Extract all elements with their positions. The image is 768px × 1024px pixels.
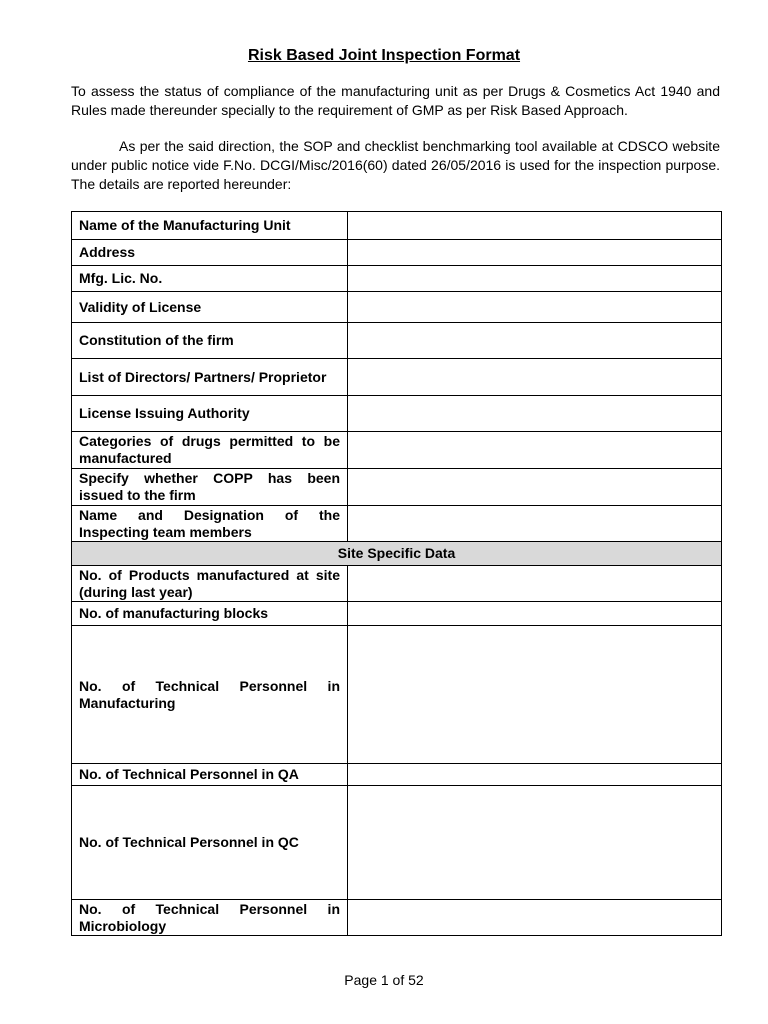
row-label: Mfg. Lic. No. [72, 266, 348, 292]
table-row [72, 432, 722, 469]
page-number: Page 1 of 52 [344, 972, 424, 988]
table-row [72, 786, 722, 900]
row-value-cell[interactable] [348, 566, 722, 602]
row-value-cell[interactable] [348, 292, 722, 323]
table-row [72, 240, 722, 266]
row-label: Categories of drugs permitted to be manufactured [72, 432, 348, 469]
row-value-cell[interactable] [348, 396, 722, 432]
row-label: No. of manufacturing blocks [72, 602, 348, 626]
table-row [72, 212, 722, 240]
table-row [72, 566, 722, 602]
row-value-cell[interactable] [348, 212, 722, 240]
row-label: Name of the Manufacturing Unit [72, 212, 348, 240]
row-label: Specify whether COPP has been issued to the firm [72, 469, 348, 506]
row-value-cell[interactable] [348, 266, 722, 292]
row-label: No. of Technical Personnel in QA [72, 764, 348, 786]
table-row [72, 506, 722, 542]
table-row [72, 396, 722, 432]
table-row [72, 469, 722, 506]
row-value-cell[interactable] [348, 900, 722, 936]
row-value-cell[interactable] [348, 240, 722, 266]
table-row [72, 323, 722, 359]
row-value-cell[interactable] [348, 764, 722, 786]
row-label: Constitution of the firm [72, 323, 348, 359]
row-value-cell[interactable] [348, 786, 722, 900]
table-row [72, 900, 722, 936]
row-value-cell[interactable] [348, 432, 722, 469]
table-row [72, 764, 722, 786]
row-label: No. of Technical Personnel in Microbiology [72, 900, 348, 936]
row-label: Address [72, 240, 348, 266]
intro-paragraph: To assess the status of compliance of the manufacturing unit as per Drugs & Cosmetics Act 1940 and Rules made thereunder specially to the requirement of GMP as per Risk Based Approach. [71, 83, 720, 118]
row-label: Validity of License [72, 292, 348, 323]
row-label: No. of Technical Personnel in Manufacturing [72, 626, 348, 764]
inspection-form-table [71, 211, 722, 936]
table-row [72, 626, 722, 764]
row-value-cell[interactable] [348, 359, 722, 396]
row-value-cell[interactable] [348, 602, 722, 626]
row-label: No. of Products manufactured at site (during last year) [72, 566, 348, 602]
row-value-cell[interactable] [348, 626, 722, 764]
section-header-site-specific-data: Site Specific Data [72, 542, 722, 566]
row-label: No. of Technical Personnel in QC [72, 786, 348, 900]
table-row [72, 602, 722, 626]
row-label: Name and Designation of the Inspecting team members [72, 506, 348, 542]
row-label: List of Directors/ Partners/ Proprietor [72, 359, 348, 396]
direction-paragraph: As per the said direction, the SOP and checklist benchmarking tool available at CDSCO website under public notice vide F.No. DCGI/Misc/2016(60) dated 26/05/2016 is used for the inspection purpose. The details are reported hereunder: [71, 138, 720, 192]
table-row [72, 266, 722, 292]
row-value-cell[interactable] [348, 323, 722, 359]
table-row [72, 292, 722, 323]
row-value-cell[interactable] [348, 469, 722, 506]
section-header-row [72, 542, 722, 566]
document-title: Risk Based Joint Inspection Format [247, 47, 521, 64]
row-label: License Issuing Authority [72, 396, 348, 432]
table-row [72, 359, 722, 396]
row-value-cell[interactable] [348, 506, 722, 542]
